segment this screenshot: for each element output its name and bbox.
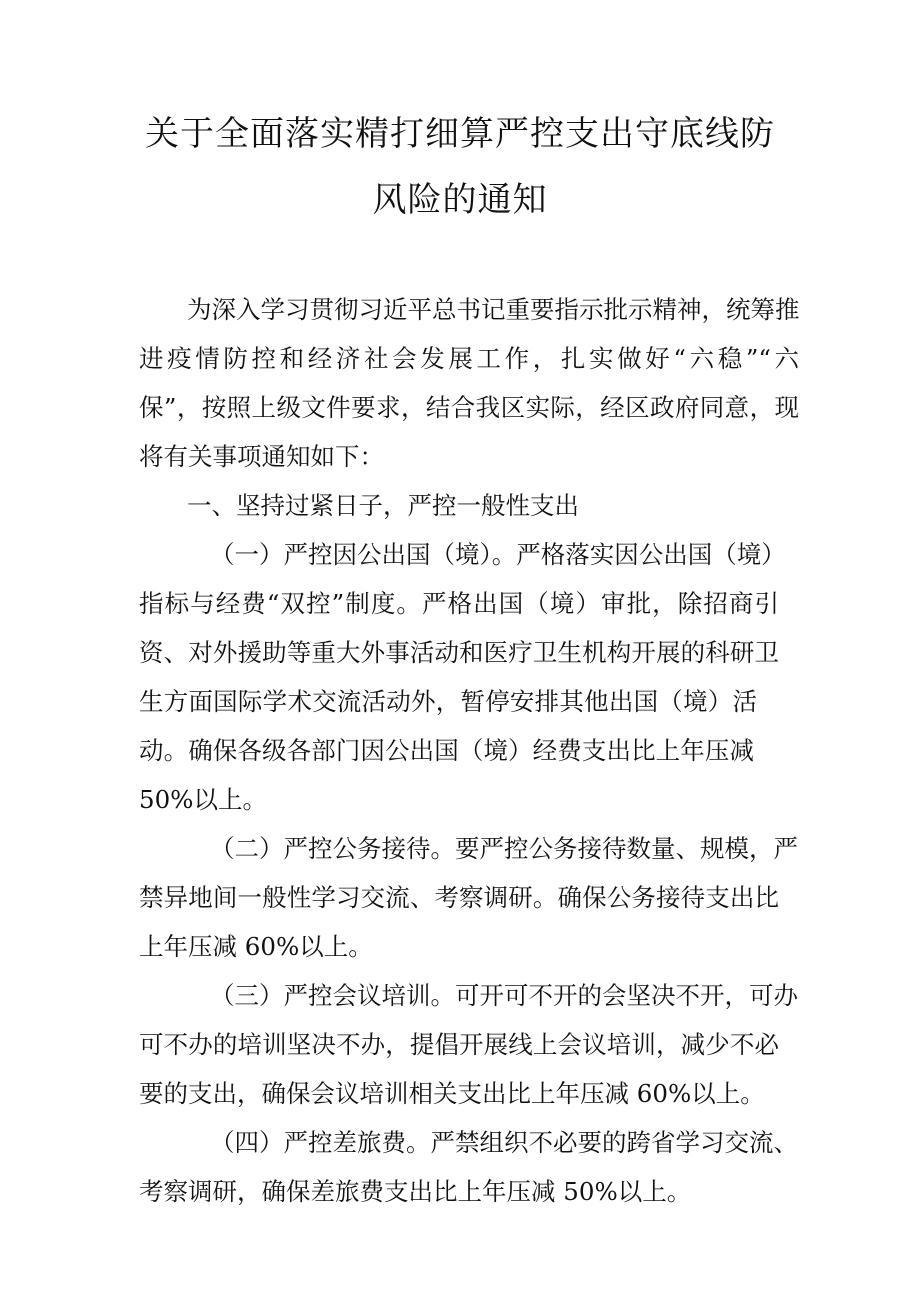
intro-line-3: 保”，按照上级文件要求，结合我区实际，经区政府同意，现 xyxy=(139,393,799,422)
item-3-line-3: 要的支出，确保会议培训相关支出比上年压减 60%以上。 xyxy=(139,1079,765,1108)
item-2-line-3: 上年压减 60%以上。 xyxy=(139,932,373,961)
intro-line-4: 将有关事项通知如下： xyxy=(139,442,384,471)
item-1-line-6: 50%以上。 xyxy=(139,785,267,814)
document-title-line-2: 风险的通知 xyxy=(372,180,548,220)
item-1-line-3: 资、对外援助等重大外事活动和医疗卫生机构开展的科研卫 xyxy=(139,638,779,667)
item-3-line-1: （三）严控会议培训。可开可不开的会坚决不开，可办 xyxy=(210,981,798,1010)
item-4-line-1: （四）严控差旅费。严禁组织不必要的跨省学习交流、 xyxy=(210,1128,798,1157)
document-title-line-1: 关于全面落实精打细算严控支出守底线防 xyxy=(145,114,775,154)
item-1-line-4: 生方面国际学术交流活动外，暂停安排其他出国（境）活 xyxy=(139,687,757,716)
item-1-line-1: （一）严控因公出国（境）。严格落实因公出国（境） xyxy=(210,540,786,569)
item-2-line-2: 禁异地间一般性学习交流、考察调研。确保公务接待支出比 xyxy=(139,883,779,912)
section-1-heading: 一、坚持过紧日子，严控一般性支出 xyxy=(187,491,579,520)
item-4-line-2: 考察调研，确保差旅费支出比上年压减 50%以上。 xyxy=(139,1177,692,1206)
item-1-line-5: 动。确保各级各部门因公出国（境）经费支出比上年压减 xyxy=(139,736,754,765)
item-1-line-2: 指标与经费“双控”制度。严格出国（境）审批，除招商引 xyxy=(139,589,779,618)
intro-line-1: 为深入学习贯彻习近平总书记重要指示批示精神，统筹推 xyxy=(187,295,800,324)
intro-line-2: 进疫情防控和经济社会发展工作，扎实做好“六稳”“六 xyxy=(139,344,799,373)
item-3-line-2: 可不办的培训坚决不办，提倡开展线上会议培训，减少不必 xyxy=(139,1030,779,1059)
item-2-line-1: （二）严控公务接待。要严控公务接待数量、规模，严 xyxy=(210,834,798,863)
